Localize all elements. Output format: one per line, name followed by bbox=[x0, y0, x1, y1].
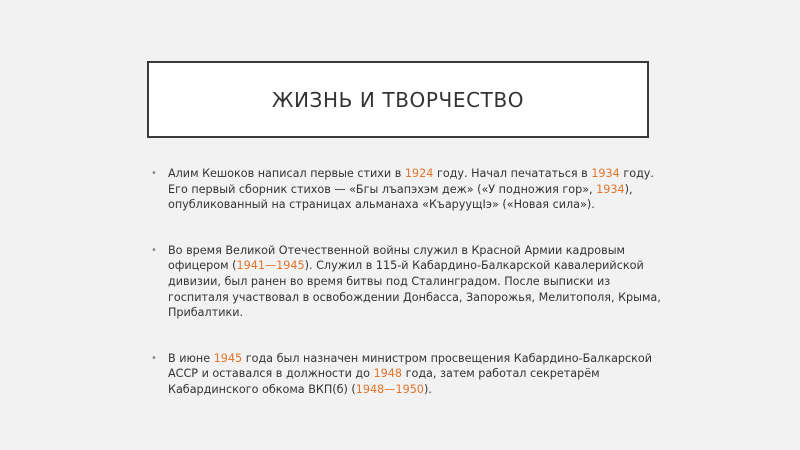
highlighted-year: 1948 bbox=[373, 367, 403, 381]
highlighted-year: 1934 bbox=[591, 167, 620, 180]
bullet-marker-icon: • bbox=[151, 168, 157, 179]
bullet-item bbox=[150, 351, 670, 398]
text-fragment: ). bbox=[423, 382, 432, 396]
text-fragment: Алим Кешоков написал первые стихи в bbox=[168, 167, 405, 180]
highlighted-year: 1941—1945 bbox=[236, 259, 305, 273]
bullet-item bbox=[150, 243, 670, 321]
bullet-text bbox=[168, 167, 654, 211]
text-fragment: году. Начал печататься в bbox=[433, 167, 592, 180]
bullet-marker-icon: • bbox=[151, 244, 157, 256]
title-box bbox=[147, 61, 649, 138]
text-fragment: году. Его первый сборник стихов — «Бгы лъапэхэм деж» («У подножия гор», bbox=[168, 167, 654, 196]
text-fragment: года, затем работал секретарём Кабардинского обкома ВКП(б) ( bbox=[168, 367, 600, 396]
bullet-list bbox=[150, 166, 670, 398]
highlighted-year: 1948—1950 bbox=[355, 382, 424, 396]
text-fragment: В июне bbox=[168, 351, 214, 365]
slide-title: ЖИЗНЬ И ТВОРЧЕСТВО bbox=[271, 87, 525, 112]
bullet-text bbox=[168, 352, 652, 396]
text-fragment: ). Служил в 115-й Кабардино-Балкарской кавалерийской дивизии, был ранен во время битвы под Сталинградом. После выписки из госпиталя участвовал в освобождении Донбасса, Запорожья, Мелитополя, Крыма, Прибалтики. bbox=[168, 259, 661, 320]
bullet-marker-icon: • bbox=[151, 352, 157, 364]
highlighted-year: 1924 bbox=[404, 167, 434, 180]
highlighted-year: 1934 bbox=[596, 182, 625, 196]
highlighted-year: 1945 bbox=[213, 351, 243, 365]
text-fragment: ), опубликованный на страницах альманаха «КъаруущIэ» («Новая сила»). bbox=[168, 182, 633, 212]
bullet-text bbox=[168, 244, 661, 319]
text-fragment: Во время Великой Отечественной войны служил в Красной Армии кадровым офицером ( bbox=[168, 243, 625, 273]
text-fragment: года был назначен министром просвещения Кабардино-Балкарской АССР и оставался в должности до bbox=[168, 351, 653, 381]
bullet-item bbox=[150, 166, 670, 213]
